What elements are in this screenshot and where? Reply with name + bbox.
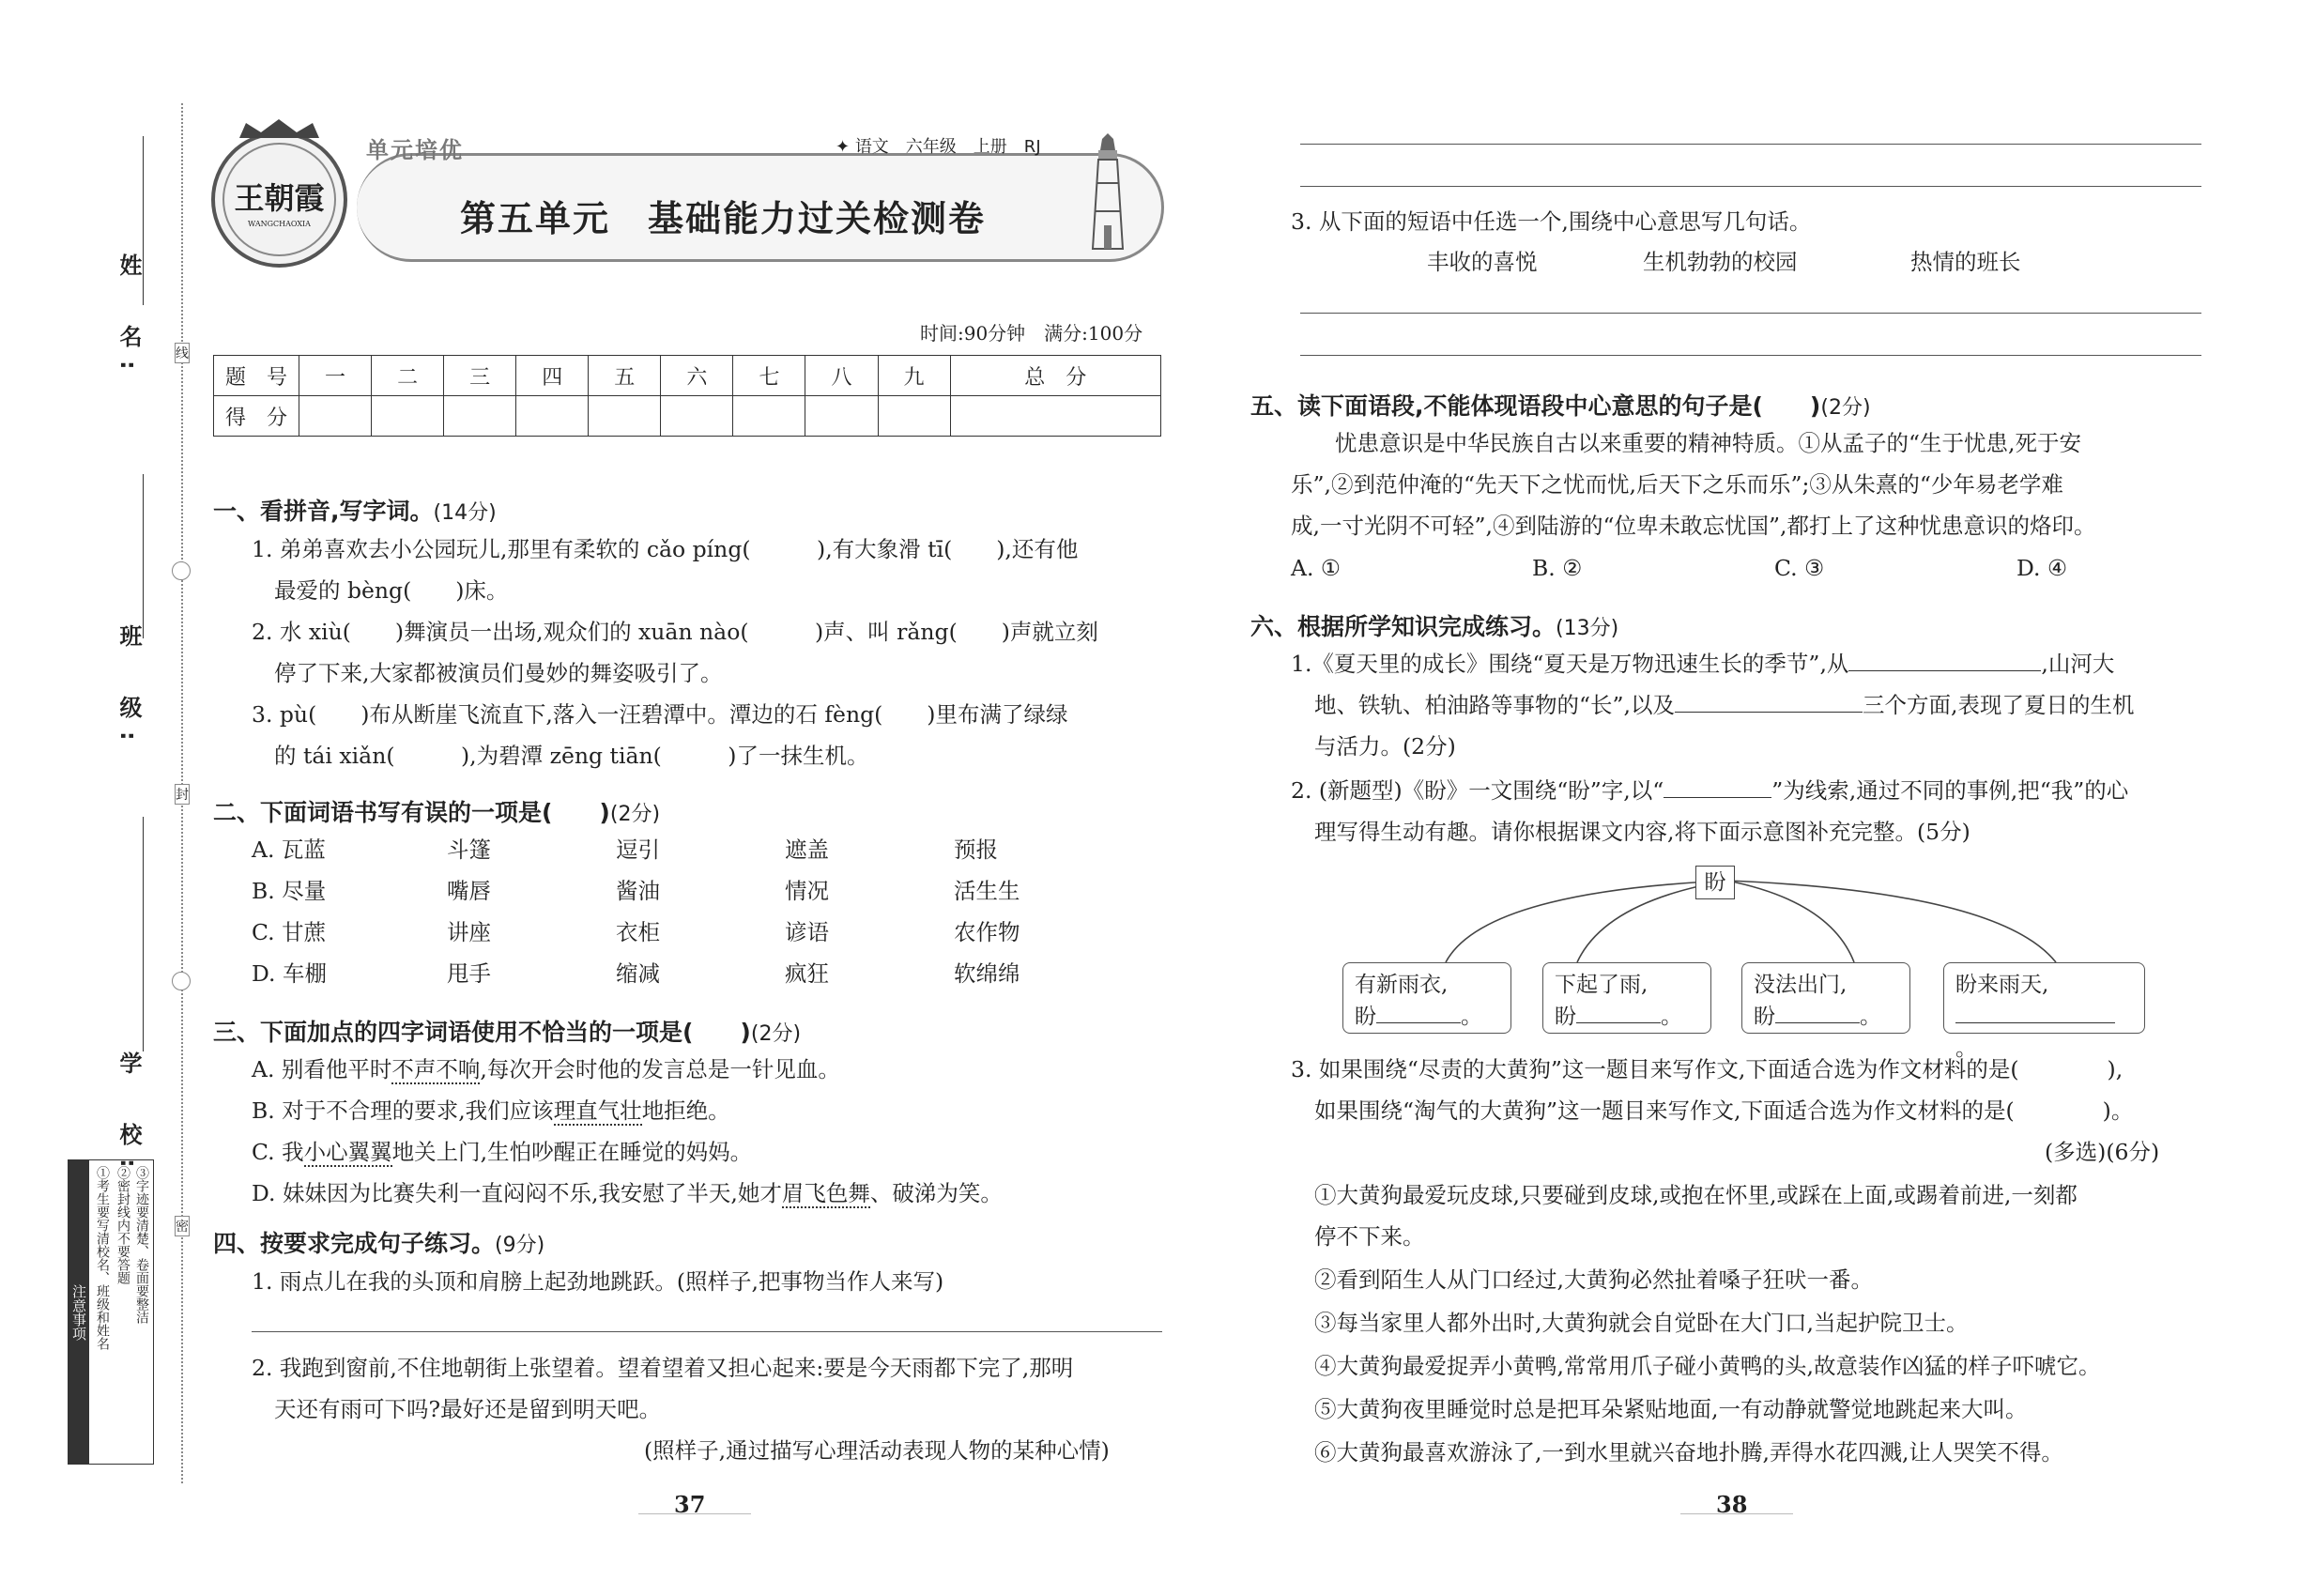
- diagram-box: [1943, 962, 2145, 1061]
- dotted-phrase: 理直气壮: [553, 1097, 642, 1124]
- q4-2-line2: 天还有雨可下吗?最好还是留到明天吧。: [274, 1396, 662, 1422]
- option-text: C. 我: [252, 1139, 304, 1165]
- answer-line[interactable]: [1300, 186, 2201, 187]
- q4-3-option: 热情的班长: [1910, 249, 2021, 275]
- option-word: 衣柜: [616, 919, 660, 945]
- score-header-cell: 一: [299, 356, 372, 396]
- score-header-cell: 总 分: [950, 356, 1160, 396]
- material-item: ⑤大黄狗夜里睡觉时总是把耳朵紧贴地面,一有动静就警觉地跳起来大叫。: [1314, 1396, 2028, 1422]
- section-5-title: [1250, 388, 1871, 422]
- section-title-text: 六、根据所学知识完成练习。: [1250, 613, 1556, 640]
- score-cell[interactable]: [444, 396, 516, 437]
- fill-blank[interactable]: [1955, 1005, 2115, 1023]
- fill-blank[interactable]: [1576, 1005, 1661, 1023]
- fill-blank[interactable]: [1664, 778, 1771, 798]
- option-word: 疯狂: [785, 960, 829, 987]
- score-cell[interactable]: [516, 396, 589, 437]
- q4-3-option: 生机勃勃的校园: [1643, 249, 1798, 275]
- note-item: ①考生要写清校名、班级和姓名: [95, 1166, 110, 1350]
- score-cell[interactable]: [661, 396, 733, 437]
- binding-hole-icon: [172, 972, 191, 990]
- section-points: (9分): [495, 1234, 545, 1257]
- meta-text: 语文 六年级 上册 RJ: [854, 137, 1041, 157]
- box-line1: 有新雨衣,: [1355, 973, 1449, 997]
- section-1-title: [213, 493, 497, 527]
- material-item: ⑥大黄狗最喜欢游泳了,一到水里就兴奋地扑腾,弄得水花四溅,让人哭笑不得。: [1314, 1439, 2063, 1466]
- option-word: 逗引: [616, 836, 660, 863]
- brand-logo: [211, 131, 347, 268]
- page-number-left: 37: [674, 1491, 706, 1518]
- section-points: (2分): [609, 803, 661, 826]
- box-line2: 盼: [1555, 1005, 1576, 1029]
- score-header-cell: 七: [733, 356, 805, 396]
- option-label-word[interactable]: A. 瓦蓝: [252, 836, 326, 863]
- option-a[interactable]: [252, 1055, 840, 1083]
- notes-box: [68, 1159, 154, 1465]
- score-cell[interactable]: [372, 396, 444, 437]
- score-cell[interactable]: [589, 396, 661, 437]
- score-header-cell: 三: [444, 356, 516, 396]
- section-title-text: 二、下面词语书写有误的一项是( ): [213, 799, 610, 826]
- s5-paragraph-line3: 成,一寸光阴不可轻”,④到陆游的“位卑未敢忘忧国”,都打上了这种忧患意识的烙印。: [1291, 513, 2096, 539]
- diagram-box: [1741, 962, 1910, 1034]
- option-text: B. 对于不合理的要求,我们应该: [252, 1097, 554, 1124]
- class-label: 班 级:: [115, 624, 142, 754]
- q-text: 地、铁轨、柏油路等事物的“长”,以及: [1314, 692, 1675, 718]
- q-text: 2. (新题型)《盼》一文围绕“盼”字,以“: [1291, 777, 1664, 804]
- branch-line: [1727, 881, 2056, 962]
- score-header-cell: 二: [372, 356, 444, 396]
- score-cell[interactable]: [733, 396, 805, 437]
- box-line1: 没法出门,: [1754, 973, 1848, 997]
- q4-1: 1. 雨点儿在我的头顶和肩膀上起劲地跳跃。(照样子,把事物当作人来写): [252, 1268, 944, 1295]
- option-word: 甩手: [447, 960, 491, 987]
- s5-option-b[interactable]: B. ②: [1532, 555, 1583, 581]
- page-ornament: [638, 1513, 751, 1514]
- section-points: (2分): [750, 1022, 802, 1046]
- option-label-word[interactable]: D. 车棚: [252, 960, 327, 987]
- fill-blank[interactable]: [1376, 1005, 1461, 1023]
- section-3-title: [213, 1014, 801, 1048]
- material-item: ①大黄狗最爱玩皮球,只要碰到皮球,或抱在怀里,或踩在上面,或踢着前进,一刻都: [1314, 1182, 2078, 1208]
- q4-2-instruction: (照样子,通过描写心理活动表现人物的某种心情): [644, 1437, 1110, 1464]
- diagram-box: [1342, 962, 1511, 1034]
- score-header-cell: 六: [661, 356, 733, 396]
- score-row-label: 得 分: [214, 396, 299, 437]
- box-line2: 盼: [1754, 1005, 1775, 1029]
- q6-2-line1: [1291, 776, 2128, 805]
- s5-option-c[interactable]: C. ③: [1774, 555, 1825, 581]
- answer-line[interactable]: [252, 1331, 1162, 1332]
- series-label: 单元培优: [366, 137, 464, 163]
- option-label-word[interactable]: B. 尽量: [252, 878, 327, 904]
- fill-blank[interactable]: [1848, 652, 2041, 671]
- dotted-phrase: 眉飞色舞: [781, 1180, 870, 1206]
- score-cell[interactable]: [950, 396, 1160, 437]
- material-item: 停不下来。: [1314, 1223, 1425, 1250]
- box-line2: 盼: [1355, 1005, 1376, 1029]
- dotted-phrase: 小心翼翼: [303, 1139, 392, 1165]
- section-title-text: 四、按要求完成句子练习。: [213, 1230, 496, 1257]
- school-label: 学 校:: [115, 1051, 142, 1181]
- q1-3-line2: 的 tái xiǎn( ),为碧潭 zēng tiān( )了一抹生机。: [274, 743, 869, 769]
- option-word: 遮盖: [785, 836, 829, 863]
- diagram-box: [1542, 962, 1711, 1034]
- q-text: ”为线索,通过不同的事例,把“我”的心: [1771, 777, 2129, 804]
- q1-1-line2: 最爱的 bèng( )床。: [274, 577, 509, 604]
- q4-3: 3. 从下面的短语中任选一个,围绕中心意思写几句话。: [1291, 208, 1812, 235]
- answer-line[interactable]: [1300, 355, 2201, 356]
- q-text: 三个方面,表现了夏日的生机: [1863, 692, 2135, 718]
- score-row: [214, 396, 1161, 437]
- section-points: (2分): [1820, 396, 1871, 420]
- q6-3-line1: 3. 如果围绕“尽责的大黄狗”这一题目来写作文,下面适合选为作文材料的是( ),: [1291, 1056, 2124, 1082]
- diagram-root: 盼: [1695, 866, 1735, 899]
- page-ornament: [1680, 1513, 1793, 1514]
- q1-3-line1: 3. pù( )布从断崖飞流直下,落入一汪碧潭中。潭边的石 fèng( )里布满了绿绿: [252, 701, 1068, 728]
- s5-option-d[interactable]: D. ④: [2016, 555, 2068, 581]
- option-text: 、破涕为笑。: [869, 1180, 1003, 1206]
- score-table: [213, 355, 1161, 437]
- score-header-cell: 五: [589, 356, 661, 396]
- box-line1: 盼来雨天,: [1955, 973, 2049, 997]
- option-word: 预报: [954, 836, 998, 863]
- brand-name: 王朝霞: [234, 180, 325, 216]
- s5-paragraph-line1: 忧患意识是中华民族自古以来重要的精神特质。①从孟子的“生于忧患,死于安: [1335, 430, 2081, 456]
- page-number-right: 38: [1716, 1491, 1748, 1518]
- q6-1-line1: [1291, 650, 2114, 678]
- q1-1-line1: 1. 弟弟喜欢去小公园玩儿,那里有柔软的 cǎo píng( ),有大象滑 tī( ),还有他: [252, 536, 1079, 562]
- option-d[interactable]: [252, 1179, 1003, 1207]
- box-end: 。: [1461, 1005, 1482, 1029]
- fill-blank[interactable]: [1675, 693, 1863, 713]
- box-end: 。: [1955, 1036, 1977, 1061]
- option-word: 情况: [785, 878, 829, 904]
- option-word: 谚语: [785, 919, 829, 945]
- score-header-cell: 四: [516, 356, 589, 396]
- answer-line[interactable]: [1300, 144, 2201, 145]
- s5-option-a[interactable]: A. ①: [1291, 555, 1341, 581]
- score-cell[interactable]: [805, 396, 878, 437]
- score-cell[interactable]: [878, 396, 950, 437]
- option-c[interactable]: [252, 1138, 752, 1166]
- box-line1: 下起了雨,: [1555, 973, 1648, 997]
- option-text: D. 妹妹因为比赛失利一直闷闷不乐,我安慰了半天,她才: [252, 1180, 782, 1206]
- score-header-cell: 九: [878, 356, 950, 396]
- material-item: ④大黄狗最爱捉弄小黄鸭,常常用爪子碰小黄鸭的头,故意装作凶猛的样子吓唬它。: [1314, 1353, 2101, 1379]
- q4-3-option: 丰收的喜悦: [1427, 249, 1538, 275]
- option-label-word[interactable]: C. 甘蔗: [252, 919, 327, 945]
- option-word: 讲座: [447, 919, 491, 945]
- name-label: 姓 名:: [115, 253, 142, 383]
- note-item: ③字迹要清楚、卷面要整洁: [134, 1166, 149, 1324]
- option-word: 农作物: [954, 919, 1020, 945]
- option-text: 地拒绝。: [641, 1097, 730, 1124]
- option-text: 地关上门,生怕吵醒正在睡觉的妈妈。: [391, 1139, 753, 1165]
- notes-title: 注意事项: [69, 1160, 89, 1464]
- score-header-row: [214, 356, 1161, 396]
- q4-2-line1: 2. 我跑到窗前,不住地朝街上张望着。望着望着又担心起来:要是今天雨都下完了,那明: [252, 1355, 1074, 1381]
- answer-line[interactable]: [1300, 313, 2201, 314]
- option-word: 缩减: [616, 960, 660, 987]
- option-word: 嘴唇: [447, 878, 491, 904]
- class-field[interactable]: [143, 474, 144, 638]
- q-text: 1.《夏天里的成长》围绕“夏天是万物迅速生长的季节”,从: [1291, 651, 1849, 677]
- section-title-text: 一、看拼音,写字词。: [213, 498, 434, 525]
- section-points: (13分): [1556, 617, 1619, 640]
- note-item: ②密封线内不要答题: [115, 1166, 130, 1284]
- s5-paragraph-line2: 乐”,②到范仲淹的“先天下之忧而忧,后天下之乐而乐”;③从朱熹的“少年易老学难: [1291, 471, 2063, 498]
- q6-3-note: (多选)(6分): [2045, 1139, 2160, 1165]
- section-4-title: [213, 1225, 544, 1259]
- q6-1-line3: 与活力。(2分): [1314, 733, 1456, 760]
- section-points: (14分): [433, 501, 497, 525]
- crown-icon: [235, 117, 324, 140]
- star-icon: ✦: [836, 137, 855, 157]
- cut-mark-line: 线: [175, 343, 190, 363]
- material-item: ③每当家里人都外出时,大黄狗就会自觉卧在大门口,当起护院卫士。: [1314, 1310, 1969, 1336]
- box-end: 。: [1860, 1005, 1881, 1029]
- branch-line: [1727, 881, 1854, 962]
- option-word: 斗篷: [447, 836, 491, 863]
- option-b[interactable]: [252, 1097, 730, 1125]
- q6-1-line2: [1314, 691, 2134, 719]
- score-header-cell: 题 号: [214, 356, 299, 396]
- option-text: ,每次开会时他的发言总是一针见血。: [480, 1056, 840, 1082]
- option-text: A. 别看他平时: [252, 1056, 392, 1082]
- cut-mark-secret: 密: [175, 1216, 190, 1236]
- q1-2-line1: 2. 水 xiù( )舞演员一出场,观众们的 xuān nào( )声、叫 rǎng( )声就立刻: [252, 619, 1098, 645]
- name-field[interactable]: [143, 136, 144, 305]
- brand-subtitle: WANGCHAOXIA: [248, 220, 311, 228]
- branch-line: [1446, 881, 1727, 962]
- lighthouse-icon: [1080, 131, 1136, 253]
- time-info: 时间:90分钟 满分:100分: [920, 322, 1143, 345]
- q6-2-line2: 理写得生动有趣。请你根据课文内容,将下面示意图补充完整。(5分): [1314, 819, 1970, 845]
- page-title: 第五单元 基础能力过关检测卷: [460, 198, 987, 239]
- q1-2-line2: 停了下来,大家都被演员们曼妙的舞姿吸引了。: [274, 660, 723, 686]
- section-title-text: 三、下面加点的四字词语使用不恰当的一项是( ): [213, 1019, 751, 1046]
- dotted-phrase: 不声不响: [391, 1056, 481, 1082]
- option-word: 酱油: [616, 878, 660, 904]
- material-item: ②看到陌生人从门口经过,大黄狗必然扯着嗓子狂吠一番。: [1314, 1266, 1873, 1293]
- section-6-title: [1250, 608, 1618, 642]
- meta-info: [836, 133, 1041, 158]
- school-field[interactable]: [143, 817, 144, 1051]
- option-word: 活生生: [954, 878, 1020, 904]
- option-word: 软绵绵: [954, 960, 1020, 987]
- box-end: 。: [1661, 1005, 1682, 1029]
- fill-blank[interactable]: [1775, 1005, 1860, 1023]
- score-header-cell: 八: [805, 356, 878, 396]
- binding-hole-icon: [172, 561, 191, 580]
- q6-3-line2: 如果围绕“淘气的大黄狗”这一题目来写作文,下面适合选为作文材料的是( )。: [1314, 1097, 2134, 1124]
- section-title-text: 五、读下面语段,不能体现语段中心意思的句子是( ): [1250, 392, 1821, 420]
- score-cell[interactable]: [299, 396, 372, 437]
- cut-mark-seal: 封: [175, 784, 190, 805]
- section-2-title: [213, 794, 660, 828]
- q-text: ,山河大: [2041, 651, 2115, 677]
- diagram-branches: [1342, 864, 2169, 967]
